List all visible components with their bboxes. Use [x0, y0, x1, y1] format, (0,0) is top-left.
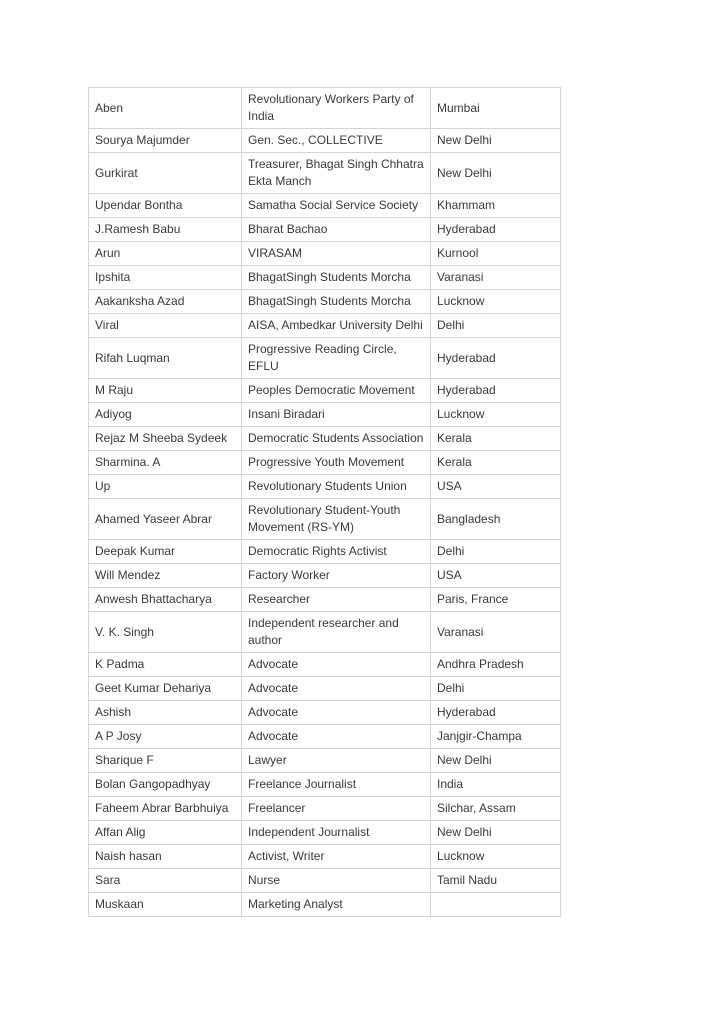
name-cell: Deepak Kumar: [89, 540, 242, 564]
table-row: [89, 588, 561, 612]
organization-cell: AISA, Ambedkar University Delhi: [242, 314, 431, 338]
organization-cell: Lawyer: [242, 749, 431, 773]
organization-cell: Advocate: [242, 701, 431, 725]
organization-cell: Democratic Rights Activist: [242, 540, 431, 564]
location-cell: Paris, France: [431, 588, 561, 612]
table-row: [89, 153, 561, 194]
name-cell: Faheem Abrar Barbhuiya: [89, 797, 242, 821]
location-cell: Delhi: [431, 314, 561, 338]
location-cell: Lucknow: [431, 403, 561, 427]
name-cell: Adiyog: [89, 403, 242, 427]
location-cell: [431, 893, 561, 917]
location-cell: USA: [431, 475, 561, 499]
table-row: [89, 242, 561, 266]
organization-cell: Marketing Analyst: [242, 893, 431, 917]
location-cell: Kerala: [431, 427, 561, 451]
table-row: [89, 218, 561, 242]
organization-cell: Independent researcher and author: [242, 612, 431, 653]
name-cell: Anwesh Bhattacharya: [89, 588, 242, 612]
organization-cell: Gen. Sec., COLLECTIVE: [242, 129, 431, 153]
name-cell: Ahamed Yaseer Abrar: [89, 499, 242, 540]
name-cell: Sharique F: [89, 749, 242, 773]
location-cell: Lucknow: [431, 845, 561, 869]
table-row: [89, 701, 561, 725]
location-cell: Kurnool: [431, 242, 561, 266]
organization-cell: Advocate: [242, 725, 431, 749]
organization-cell: Independent Journalist: [242, 821, 431, 845]
location-cell: Kerala: [431, 451, 561, 475]
location-cell: Lucknow: [431, 290, 561, 314]
table-row: [89, 893, 561, 917]
name-cell: Gurkirat: [89, 153, 242, 194]
organization-cell: Revolutionary Student-Youth Movement (RS-YM): [242, 499, 431, 540]
name-cell: Arun: [89, 242, 242, 266]
location-cell: New Delhi: [431, 153, 561, 194]
table-row: [89, 427, 561, 451]
table-row: [89, 475, 561, 499]
organization-cell: Insani Biradari: [242, 403, 431, 427]
organization-cell: BhagatSingh Students Morcha: [242, 266, 431, 290]
name-cell: Aben: [89, 88, 242, 129]
name-cell: Geet Kumar Dehariya: [89, 677, 242, 701]
table-row: [89, 129, 561, 153]
table-row: [89, 612, 561, 653]
organization-cell: Freelance Journalist: [242, 773, 431, 797]
table-row: [89, 499, 561, 540]
table-row: [89, 88, 561, 129]
organization-cell: Progressive Youth Movement: [242, 451, 431, 475]
organization-cell: Advocate: [242, 653, 431, 677]
name-cell: Affan Alig: [89, 821, 242, 845]
name-cell: A P Josy: [89, 725, 242, 749]
location-cell: Andhra Pradesh: [431, 653, 561, 677]
name-cell: Bolan Gangopadhyay: [89, 773, 242, 797]
table-row: [89, 564, 561, 588]
table-row: [89, 821, 561, 845]
name-cell: Rejaz M Sheeba Sydeek: [89, 427, 242, 451]
organization-cell: Treasurer, Bhagat Singh Chhatra Ekta Manch: [242, 153, 431, 194]
organization-cell: Samatha Social Service Society: [242, 194, 431, 218]
location-cell: Hyderabad: [431, 701, 561, 725]
location-cell: Janjgir-Champa: [431, 725, 561, 749]
location-cell: Varanasi: [431, 266, 561, 290]
organization-cell: Advocate: [242, 677, 431, 701]
organization-cell: Activist, Writer: [242, 845, 431, 869]
organization-cell: Democratic Students Association: [242, 427, 431, 451]
organization-cell: Revolutionary Students Union: [242, 475, 431, 499]
table-row: [89, 338, 561, 379]
location-cell: New Delhi: [431, 129, 561, 153]
table-row: [89, 403, 561, 427]
name-cell: K Padma: [89, 653, 242, 677]
name-cell: M Raju: [89, 379, 242, 403]
organization-cell: Factory Worker: [242, 564, 431, 588]
location-cell: Mumbai: [431, 88, 561, 129]
name-cell: Ashish: [89, 701, 242, 725]
location-cell: Delhi: [431, 540, 561, 564]
signatories-table-body: [89, 88, 561, 917]
name-cell: Sourya Majumder: [89, 129, 242, 153]
table-row: [89, 314, 561, 338]
table-row: [89, 290, 561, 314]
location-cell: USA: [431, 564, 561, 588]
name-cell: Sharmina. A: [89, 451, 242, 475]
location-cell: Hyderabad: [431, 218, 561, 242]
table-row: [89, 194, 561, 218]
location-cell: Khammam: [431, 194, 561, 218]
location-cell: Tamil Nadu: [431, 869, 561, 893]
location-cell: Varanasi: [431, 612, 561, 653]
organization-cell: Peoples Democratic Movement: [242, 379, 431, 403]
location-cell: New Delhi: [431, 821, 561, 845]
name-cell: Rifah Luqman: [89, 338, 242, 379]
table-row: [89, 773, 561, 797]
organization-cell: Freelancer: [242, 797, 431, 821]
location-cell: India: [431, 773, 561, 797]
table-row: [89, 869, 561, 893]
name-cell: Up: [89, 475, 242, 499]
table-row: [89, 749, 561, 773]
table-row: [89, 451, 561, 475]
table-row: [89, 653, 561, 677]
location-cell: Hyderabad: [431, 338, 561, 379]
table-row: [89, 266, 561, 290]
location-cell: Hyderabad: [431, 379, 561, 403]
location-cell: Bangladesh: [431, 499, 561, 540]
organization-cell: Revolutionary Workers Party of India: [242, 88, 431, 129]
name-cell: Viral: [89, 314, 242, 338]
name-cell: J.Ramesh Babu: [89, 218, 242, 242]
table-row: [89, 845, 561, 869]
name-cell: Sara: [89, 869, 242, 893]
name-cell: Ipshita: [89, 266, 242, 290]
name-cell: Aakanksha Azad: [89, 290, 242, 314]
name-cell: Muskaan: [89, 893, 242, 917]
signatories-table: [88, 87, 561, 917]
location-cell: Silchar, Assam: [431, 797, 561, 821]
name-cell: Upendar Bontha: [89, 194, 242, 218]
organization-cell: BhagatSingh Students Morcha: [242, 290, 431, 314]
organization-cell: Progressive Reading Circle, EFLU: [242, 338, 431, 379]
location-cell: New Delhi: [431, 749, 561, 773]
organization-cell: Bharat Bachao: [242, 218, 431, 242]
organization-cell: VIRASAM: [242, 242, 431, 266]
table-row: [89, 725, 561, 749]
organization-cell: Researcher: [242, 588, 431, 612]
table-row: [89, 677, 561, 701]
name-cell: V. K. Singh: [89, 612, 242, 653]
organization-cell: Nurse: [242, 869, 431, 893]
location-cell: Delhi: [431, 677, 561, 701]
name-cell: Naish hasan: [89, 845, 242, 869]
table-row: [89, 797, 561, 821]
table-row: [89, 540, 561, 564]
name-cell: Will Mendez: [89, 564, 242, 588]
table-row: [89, 379, 561, 403]
